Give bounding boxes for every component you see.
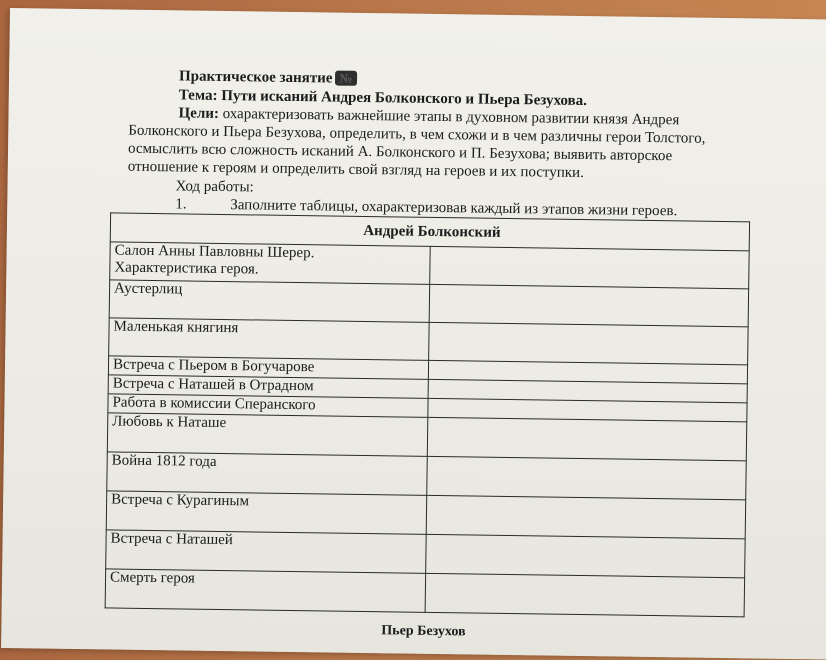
topic-label: Тема: <box>178 87 218 104</box>
answer-cell[interactable] <box>429 284 749 326</box>
goals-line-3: осмыслить всю сложность исканий А. Болконского и П. Безухова; выявить авторское <box>127 140 673 165</box>
table-row <box>105 569 744 617</box>
goals-line-2: Болконского и Пьера Безухова, определить, в чем схожи и в чем различны герои Толстого, <box>128 122 706 147</box>
practical-title-line <box>179 68 357 87</box>
row-label: Встреча с Пьером в Богучарове <box>108 356 428 379</box>
row-label: Война 1812 года <box>107 452 427 495</box>
practical-number-badge: № <box>335 71 356 86</box>
next-table-title: Пьер Безухов <box>381 623 466 640</box>
row-label: Аустерлиц <box>109 280 429 322</box>
row-label <box>110 242 430 284</box>
answer-cell[interactable] <box>425 573 745 616</box>
answer-cell[interactable] <box>426 495 746 538</box>
row-label: Смерть героя <box>105 569 425 612</box>
step-text: Заполните таблицы, охарактеризовав каждый из этапов жизни героев. <box>230 197 678 220</box>
goals-line-4: отношение к героям и определить свой взгляд на героев и их поступки. <box>127 158 585 182</box>
row-label: Работа в комиссии Сперанского <box>108 394 428 417</box>
goals-label: Цели: <box>178 105 220 122</box>
answer-cell[interactable] <box>428 322 748 364</box>
answer-cell[interactable] <box>426 456 746 499</box>
row-label-line: Салон Анны Павловны Шерер. <box>114 242 315 262</box>
practical-title: Практическое занятие <box>178 68 333 87</box>
procedure-label: Ход работы: <box>175 178 254 196</box>
row-label: Любовь к Наташе <box>107 413 427 456</box>
answer-cell[interactable] <box>427 417 747 460</box>
row-label: Встреча с Наташей в Отрадном <box>108 375 428 398</box>
answer-cell[interactable] <box>429 246 749 288</box>
topic-text: Пути исканий Андрея Болконского и Пьера Безухова. <box>221 87 588 110</box>
step-number: 1. <box>175 196 187 213</box>
goals-text-1: охарактеризовать важнейшие этапы в духовном развитии князя Андрея <box>222 105 680 129</box>
answer-cell[interactable] <box>425 534 745 577</box>
bolkonsky-table <box>105 212 750 617</box>
row-label-line: Характеристика героя. <box>114 259 259 278</box>
row-label: Маленькая княгиня <box>109 318 429 360</box>
table-title: Андрей Болконский <box>110 213 749 251</box>
row-label: Встреча с Курагиным <box>106 491 426 534</box>
worksheet-paper <box>1 8 826 660</box>
row-label: Встреча с Наташей <box>106 530 426 573</box>
